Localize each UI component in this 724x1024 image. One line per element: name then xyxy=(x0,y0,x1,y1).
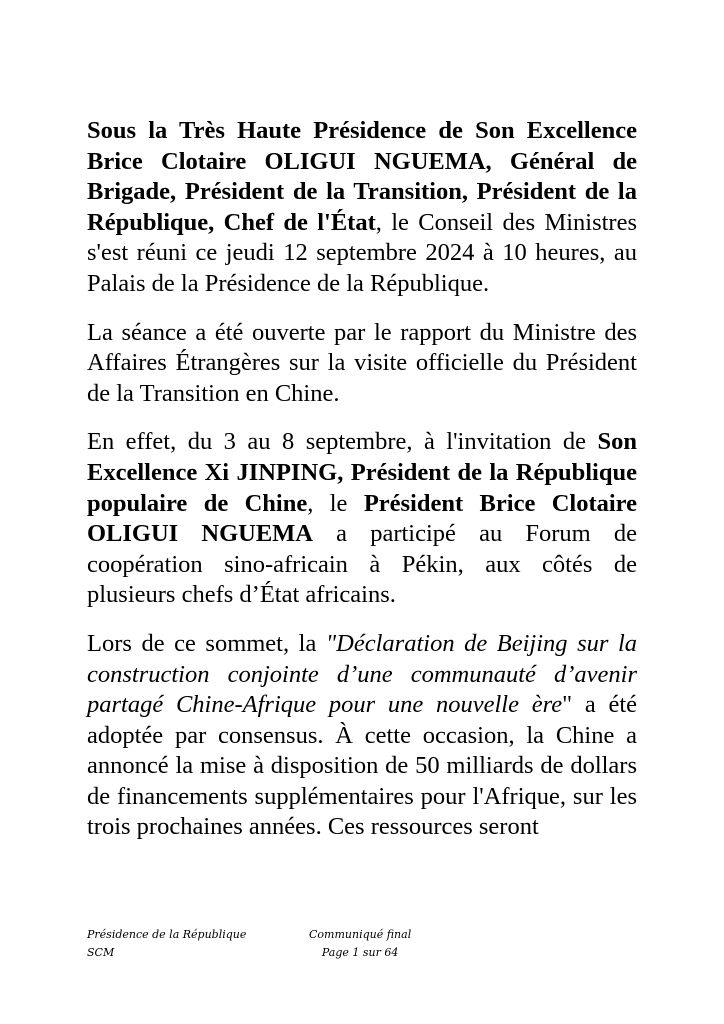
paragraph-4-text-a: Lors de ce sommet, la xyxy=(87,629,326,657)
paragraph-3-text-c: a participé au Forum de coopération sino-africain à Pékin, aux côtés de plusieurs chefs d’État africains. xyxy=(87,520,637,609)
document-body xyxy=(87,116,637,861)
footer-left xyxy=(87,926,246,962)
paragraph-2 xyxy=(87,318,637,410)
paragraph-1 xyxy=(87,116,637,300)
paragraph-4-text-b: " a été adoptée par consensus. À cette occasion, la Chine a annoncé la mise à disposition de 50 milliards de dollars de financements supplémentaires pour l'Afrique, sur les trois prochaines années. Ces ressources seront xyxy=(87,691,637,841)
footer-issuer-code: SCM xyxy=(87,946,115,959)
paragraph-3-bold-president: Président Brice Clotaire OLIGUI NGUEMA xyxy=(87,489,637,548)
paragraph-1-bold-intro: Sous la Très Haute Présidence de Son Excellence Brice Clotaire OLIGUI NGUEMA, Général de Brigade, Président de la Transition, Président de la République, Chef de l'État xyxy=(87,117,637,236)
paragraph-3 xyxy=(87,427,637,611)
paragraph-3-text-b: , le xyxy=(307,489,364,517)
footer-page-number: Page 1 sur 64 xyxy=(321,946,399,959)
paragraph-3-text-a: En effet, du 3 au 8 septembre, à l'invitation de xyxy=(87,428,598,456)
paragraph-1-text: , le Conseil des Ministres s'est réuni ce jeudi 12 septembre 2024 à 10 heures, au Palais de la Présidence de la République. xyxy=(87,208,638,297)
page-footer xyxy=(87,926,647,966)
paragraph-4 xyxy=(87,629,637,843)
footer-issuer: Présidence de la République xyxy=(87,928,247,941)
paragraph-3-bold-xi: Son Excellence Xi JINPING, Président de la République populaire de Chine xyxy=(87,428,637,517)
paragraph-4-italic-declaration: "Déclaration de Beijing sur la construction conjointe d’une communauté d’avenir partagé Chine-Afrique pour une nouvelle ère xyxy=(87,629,638,719)
footer-right xyxy=(309,926,411,962)
paragraph-2-text: La séance a été ouverte par le rapport du Ministre des Affaires Étrangères sur la visite officielle du Président de la Transition en Chine. xyxy=(87,318,637,407)
footer-doc-type: Communiqué final xyxy=(309,928,412,941)
